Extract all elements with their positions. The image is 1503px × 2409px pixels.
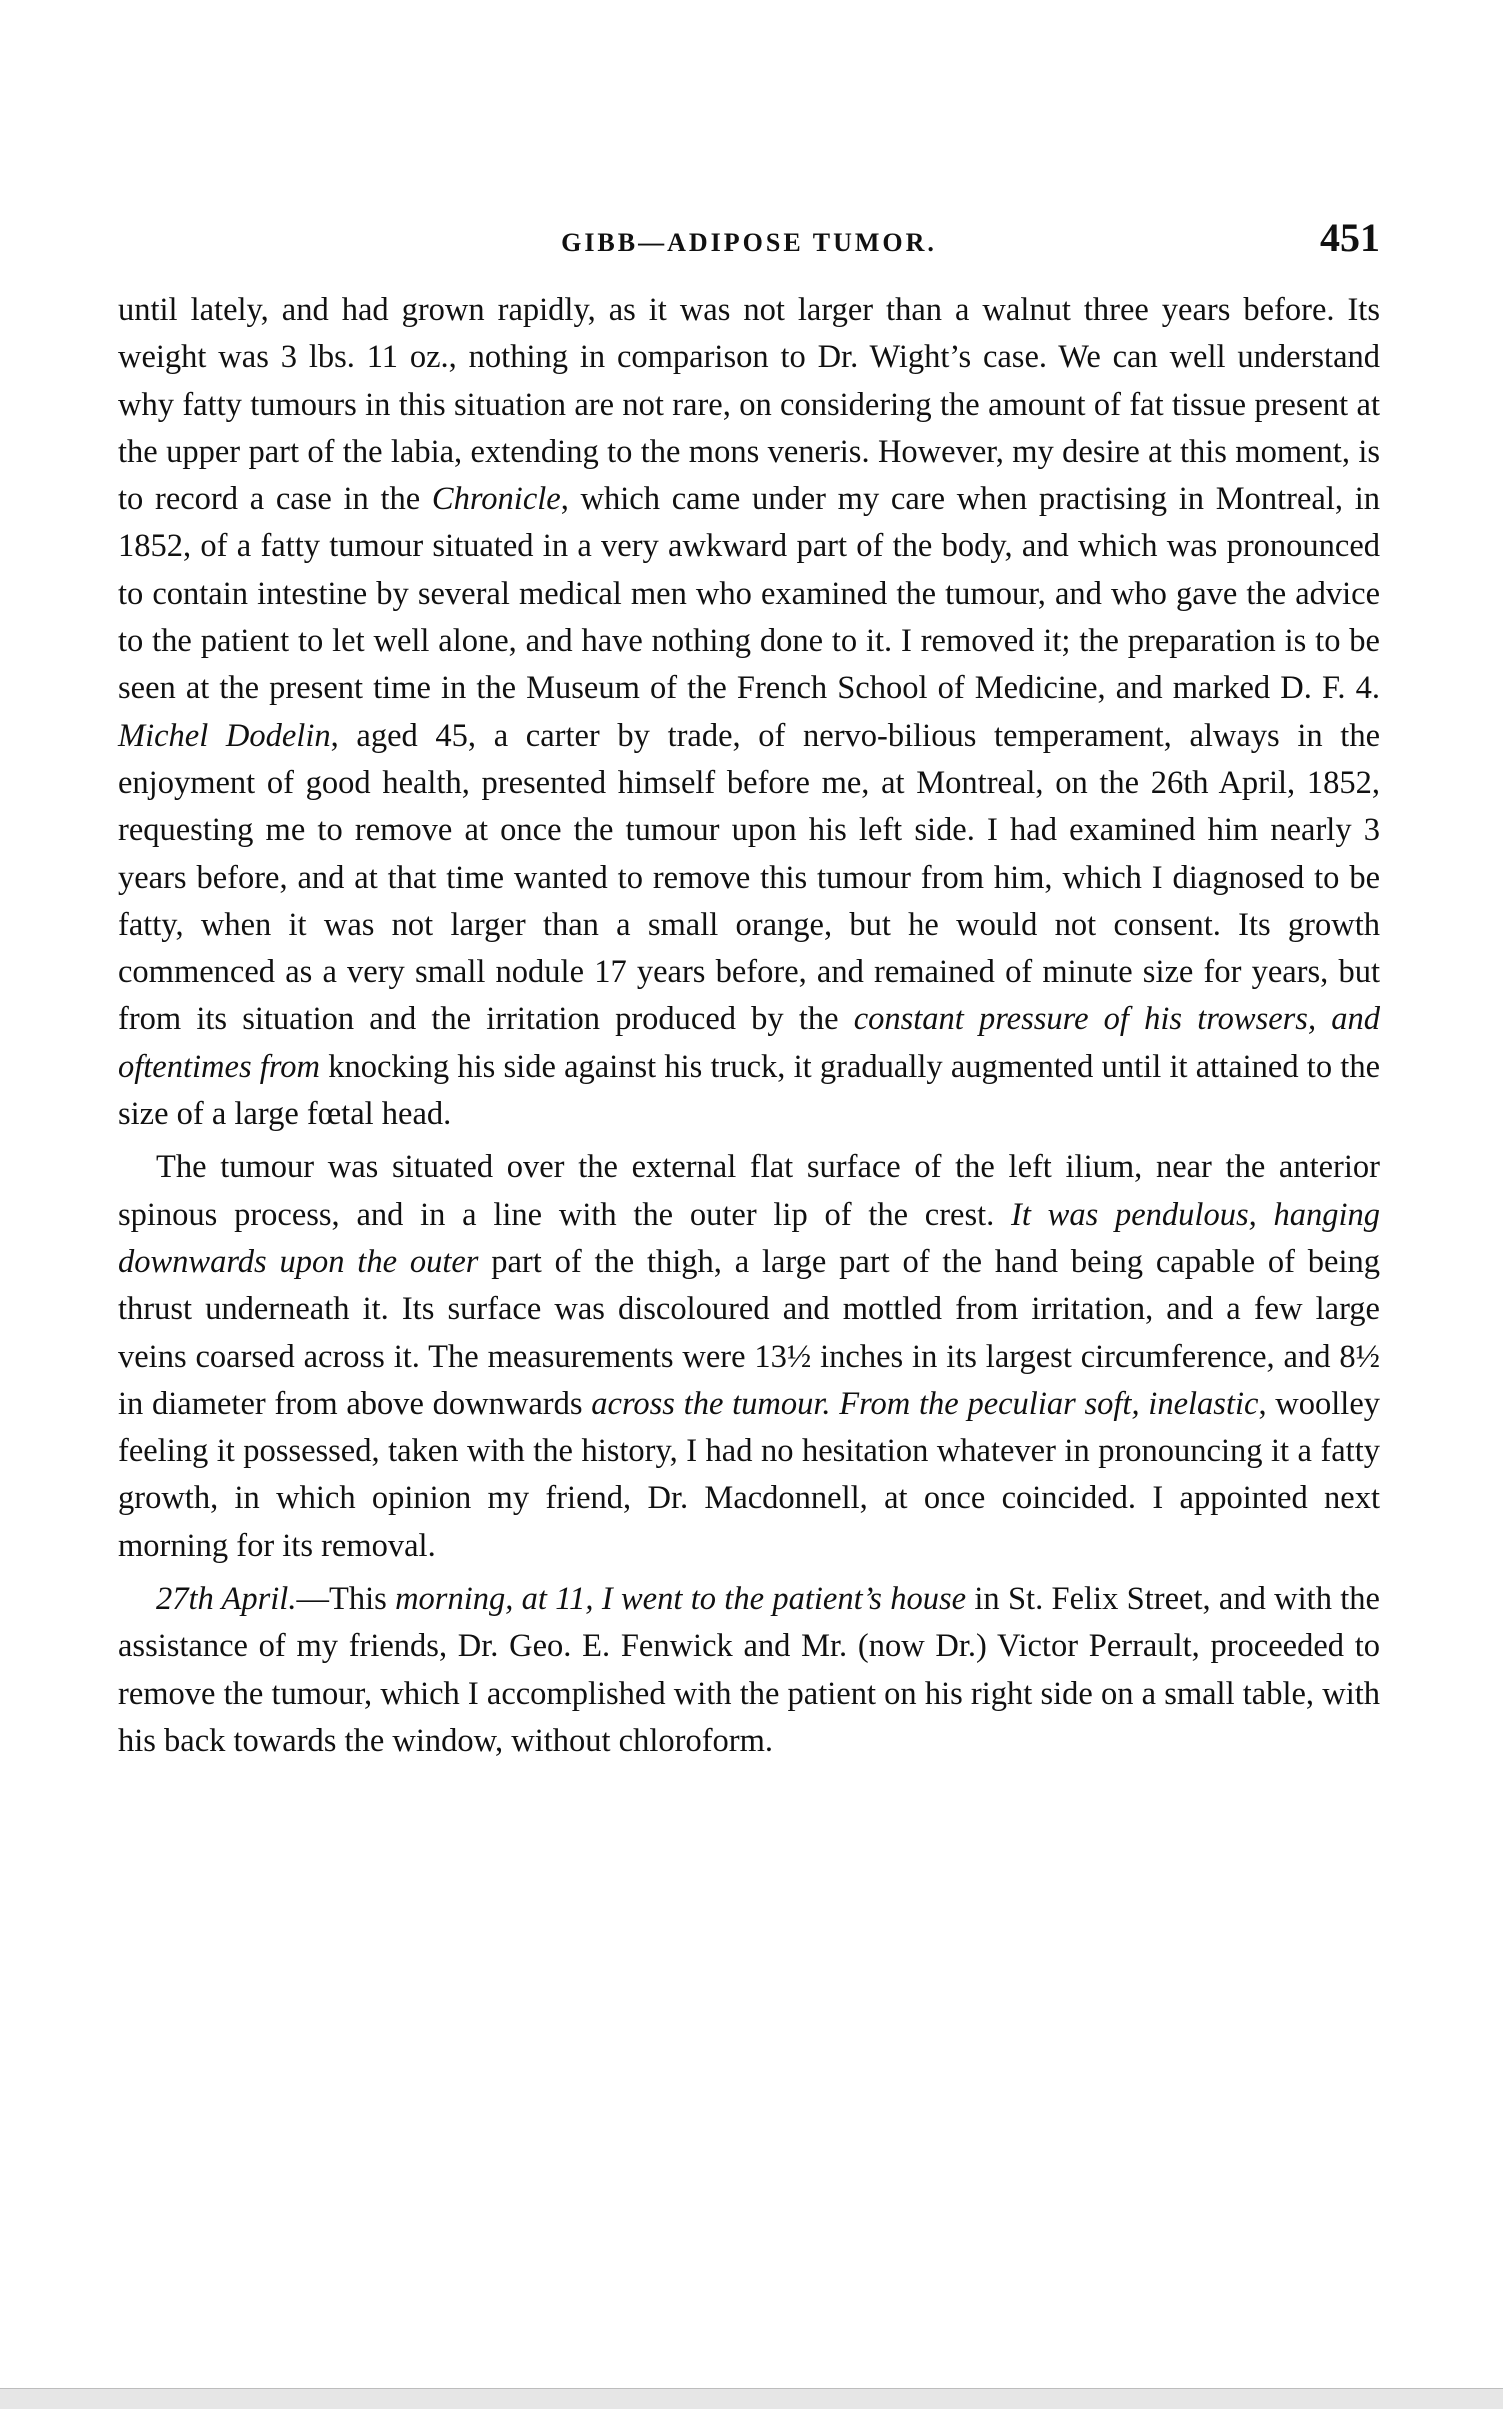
italic-text-run: 27th April.	[156, 1581, 297, 1618]
italic-text-run: Michel Dodelin	[118, 717, 331, 754]
text-run: , which came under my care when practising in Montreal, in 1852, of a fatty tumour situated in a very awkward part of the body, and which was pronounced to contain intestine by several medical men who examined the tumour, and who gave the advice to the patient to let well alone, and have nothing done to it. I removed it; the preparation is to be seen at the present time in the Museum of the French School of Medicine, and marked D. F. 4.	[118, 481, 1380, 707]
paragraph-2	[118, 1144, 1380, 1570]
text-run: in St. Felix Street, and with the assistance of my friends, Dr. Geo. E. Fenwick and Mr. (now Dr.) Victor Perrault, proceeded to remove the tumour, which I accomplished with the patient on his right side on a small table, with his back towards the window, without chloroform.	[118, 1581, 1380, 1759]
text-run: , woolley feeling it possessed, taken with the history, I had no hesitation whatever in pronouncing it a fatty growth, in which opinion my friend, Dr. Macdonnell, at once coincided. I appointed next morning for its removal.	[118, 1385, 1381, 1564]
page-number: 451	[1320, 215, 1380, 260]
running-title: GIBB—ADIPOSE TUMOR.	[561, 228, 937, 257]
italic-text-run: constant pressure of his trowsers, and oftentimes from	[118, 1001, 1380, 1085]
paragraph-3	[118, 1576, 1380, 1765]
body-text	[118, 287, 1380, 1765]
text-run: , aged 45, a carter by trade, of nervo-bilious temperament, always in the enjoyment of good health, presented himself before me, at Montreal, on the 26th April, 1852, requesting me to remove at once the tumour upon his left side. I had examined him nearly 3 years before, and at that time wanted to remove this tumour from him, which I diagnosed to be fatty, when it was not larger than a small orange, but he would not consent. Its growth commenced as a very small nodule 17 years before, and remained of minute size for years, but from its situation and the irritation produced by the	[118, 717, 1381, 1038]
text-run: part of the thigh, a large part of the hand being capable of being thrust underneath it. Its surface was discoloured and mottled from irritation, and a few large veins coarsed across it. The measurements were 13½ inches in its largest circumference, and 8½ in diameter from above downwards	[118, 1243, 1380, 1422]
paragraph-1	[118, 287, 1380, 1138]
text-run: The tumour was situated over the external flat surface of the left ilium, near the anterior spinous process, and in a line with the outer lip of the crest.	[118, 1149, 1380, 1233]
text-run: —This	[296, 1581, 396, 1618]
text-run: knocking his side against his truck, it gradually augmented until it attained to the size of a large fœtal head.	[118, 1048, 1380, 1133]
text-run: until lately, and had grown rapidly, as it was not larger than a walnut three years before. Its weight was 3 lbs. 11 oz., nothing in comparison to Dr. Wight’s case. We can well understand why fatty tumours in this situation are not rare, on considering the amount of fat tissue present at the upper part of the labia, extending to the mons veneris. However, my desire at this moment, is to record a case in the	[118, 292, 1380, 518]
italic-text-run: morning, at 11, I went to the patient’s house	[395, 1581, 967, 1618]
running-head	[118, 214, 1380, 260]
italic-text-run: It was pendulous, hanging downwards upon the outer	[118, 1196, 1381, 1280]
italic-text-run: Chronicle	[431, 481, 561, 518]
page-bottom-edge	[0, 2388, 1503, 2409]
italic-text-run: across the tumour. From the peculiar soft, inelastic	[591, 1385, 1259, 1422]
